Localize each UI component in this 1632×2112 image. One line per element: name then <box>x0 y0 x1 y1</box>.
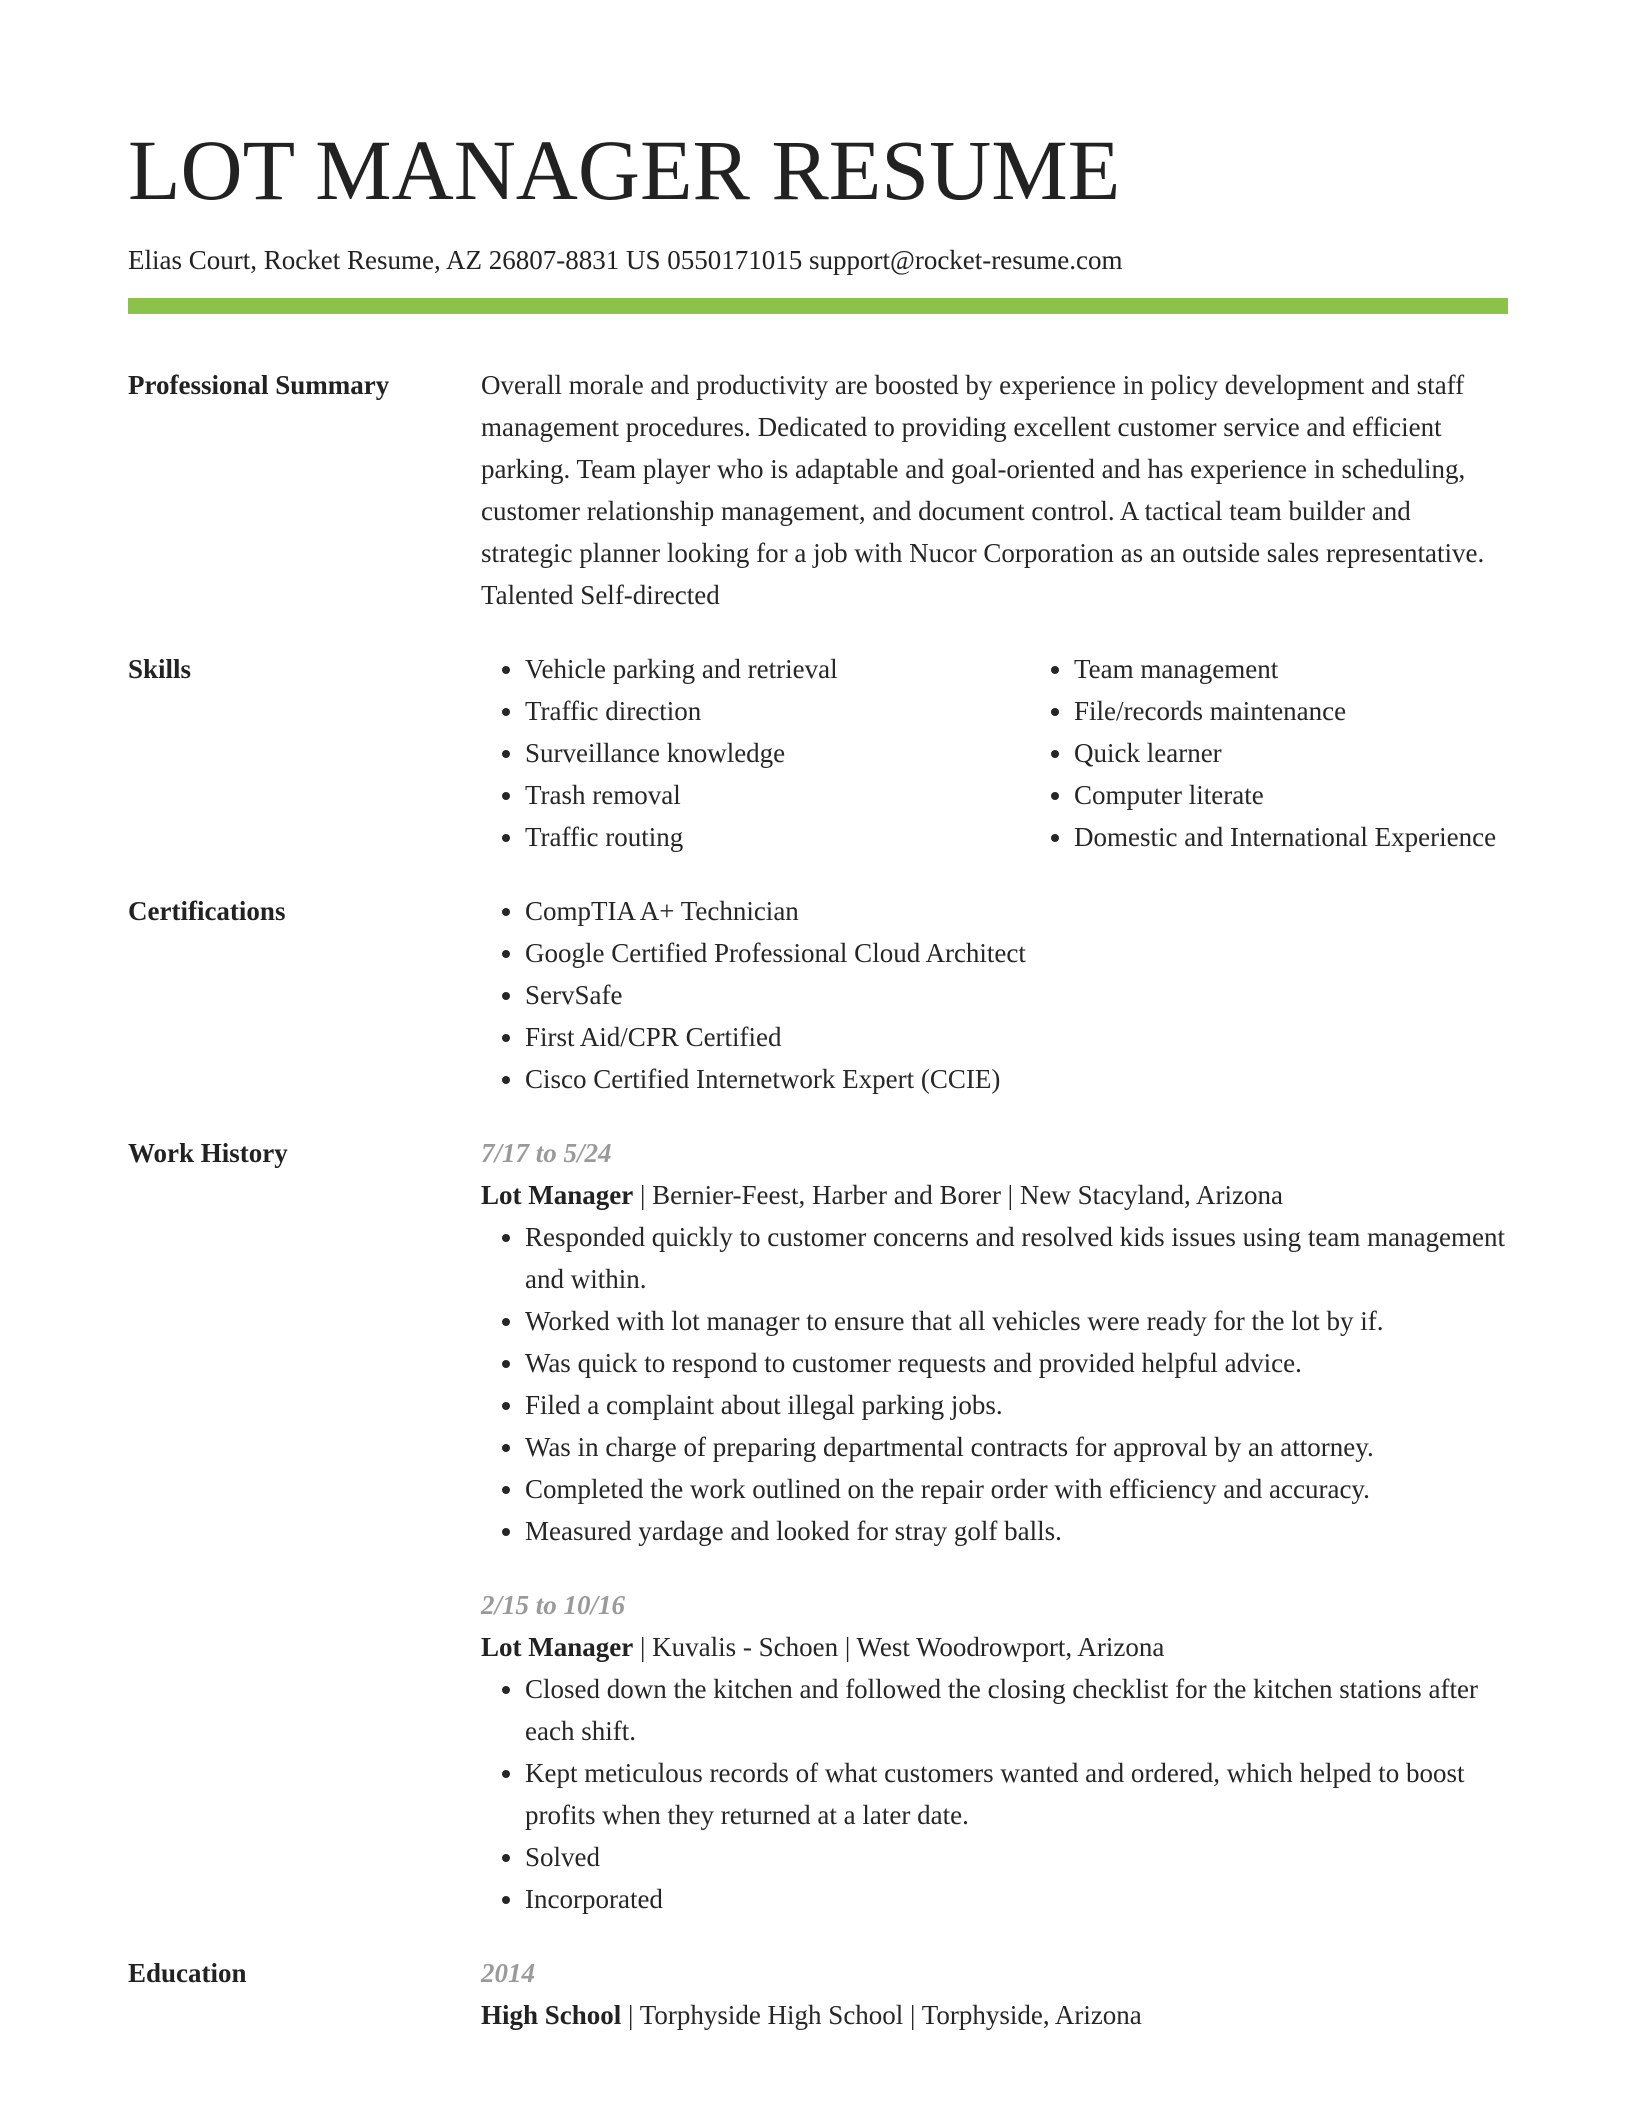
education-body <box>481 1952 1508 2036</box>
job-bullets <box>481 1668 1508 1920</box>
job-heading <box>481 1174 1508 1216</box>
certification-item: • CompTIA A+ Technician <box>525 890 1508 932</box>
certification-item: • ServSafe <box>525 974 1508 1016</box>
job-bullet: • Responded quickly to customer concerns and resolved kids issues using team management and within. <box>525 1216 1508 1300</box>
section-education <box>128 1952 1508 2036</box>
job-bullet: • Measured yardage and looked for stray golf balls. <box>525 1510 1508 1552</box>
skill-item: • Quick learner <box>1074 732 1594 774</box>
skills-list-left <box>481 648 1030 858</box>
resume-page <box>128 0 1508 2036</box>
accent-divider <box>128 298 1508 314</box>
skill-item: • Traffic routing <box>525 816 1030 858</box>
job-details: | Bernier-Feest, Harber and Borer | New Stacyland, Arizona <box>633 1180 1284 1210</box>
job-bullet: • Incorporated <box>525 1878 1508 1920</box>
job-bullet: • Was in charge of preparing departmental contracts for approval by an attorney. <box>525 1426 1508 1468</box>
job-heading <box>481 1626 1508 1668</box>
job-date: 2/15 to 10/16 <box>481 1590 626 1620</box>
job-bullets <box>481 1216 1508 1552</box>
section-label-skills: Skills <box>128 654 192 684</box>
section-label-certifications: Certifications <box>128 896 286 926</box>
contact-line: Elias Court, Rocket Resume, AZ 26807-8831 US 0550171015 support@rocket-resume.com <box>128 245 1123 275</box>
skill-item: • Traffic direction <box>525 690 1030 732</box>
skill-item: • Surveillance knowledge <box>525 732 1030 774</box>
certification-item: • Cisco Certified Internetwork Expert (CCIE) <box>525 1058 1508 1100</box>
education-date: 2014 <box>481 1958 535 1988</box>
certification-item: • Google Certified Professional Cloud Architect <box>525 932 1508 974</box>
job-bullet: • Filed a complaint about illegal parking jobs. <box>525 1384 1508 1426</box>
skill-item: • Computer literate <box>1074 774 1594 816</box>
skill-item: • Trash removal <box>525 774 1030 816</box>
skill-item: • File/records maintenance <box>1074 690 1594 732</box>
certifications-body <box>481 890 1508 1100</box>
section-skills <box>128 648 1508 858</box>
job-entry <box>481 1584 1508 1920</box>
skill-item: • Domestic and International Experience <box>1074 816 1594 858</box>
job-date: 7/17 to 5/24 <box>481 1138 612 1168</box>
section-label-education: Education <box>128 1958 247 1988</box>
job-bullet: • Completed the work outlined on the repair order with efficiency and accuracy. <box>525 1468 1508 1510</box>
skills-columns <box>481 648 1594 858</box>
job-details: | Kuvalis - Schoen | West Woodrowport, Arizona <box>633 1632 1165 1662</box>
skill-item: • Team management <box>1074 648 1594 690</box>
certification-item: • First Aid/CPR Certified <box>525 1016 1508 1058</box>
job-title: Lot Manager <box>481 1180 634 1210</box>
section-label-summary: Professional Summary <box>128 370 390 400</box>
education-heading <box>481 1994 1508 2036</box>
job-bullet: • Was quick to respond to customer requests and provided helpful advice. <box>525 1342 1508 1384</box>
section-professional-summary <box>128 364 1508 616</box>
education-degree: High School <box>481 2000 622 2030</box>
job-entry <box>481 1132 1508 1552</box>
work-history-body <box>481 1132 1508 1920</box>
certifications-list <box>481 890 1508 1100</box>
job-title: Lot Manager <box>481 1632 634 1662</box>
job-bullet: • Solved <box>525 1836 1508 1878</box>
summary-text: Overall morale and productivity are boosted by experience in policy development and staff management procedures. Dedicated to providing excellent customer service and efficient parking. Team player who is adaptable and goal-oriented and has experience in scheduling, customer relationship management, and document control. A tactical team builder and strategic planner looking for a job with Nucor Corporation as an outside sales representative. Talented Self-directed <box>481 370 1485 610</box>
skills-list-right <box>1030 648 1594 858</box>
resume-title: LOT MANAGER RESUME <box>128 122 1121 218</box>
job-bullet: • Worked with lot manager to ensure that all vehicles were ready for the lot by if. <box>525 1300 1508 1342</box>
section-label-work-history: Work History <box>128 1138 288 1168</box>
job-bullet: • Closed down the kitchen and followed the closing checklist for the kitchen stations after each shift. <box>525 1668 1508 1752</box>
education-details: | Torphyside High School | Torphyside, Arizona <box>621 2000 1142 2030</box>
section-work-history <box>128 1132 1508 1920</box>
job-bullet: • Kept meticulous records of what customers wanted and ordered, which helped to boost profits when they returned at a later date. <box>525 1752 1508 1836</box>
skill-item: • Vehicle parking and retrieval <box>525 648 1030 690</box>
section-certifications <box>128 890 1508 1100</box>
